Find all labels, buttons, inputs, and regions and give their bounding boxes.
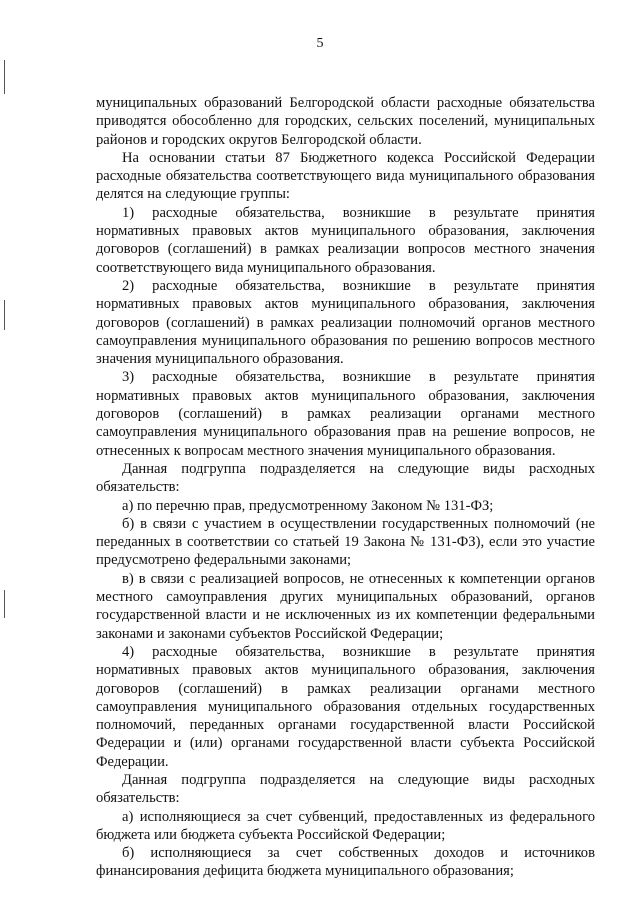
paragraph-continuation: муниципальных образований Белгородской области расходные обязательства приводятся обособленно для городских, сельских поселений, муниципальных районов и городских округов Белгородской области. bbox=[96, 95, 595, 148]
paragraph-item-a: а) по перечню прав, предусмотренному Законом № 131-ФЗ; bbox=[122, 497, 494, 514]
paragraph-subgroup-intro: Данная подгруппа подразделяется на следующие виды расходных обязательств: bbox=[96, 460, 595, 496]
paragraph-item-b-2: б) исполняющиеся за счет собственных доходов и источников финансирования дефицита бюджета муниципального образования; bbox=[96, 845, 595, 880]
paragraph-group-4: 4) расходные обязательства, возникшие в результате принятия нормативных правовых актов муниципального образования, заключения договоров (соглашений) в рамках реализации органами местного самоуправления муниципального образования отдельных государственных полномочий, переданных органами государственной власти Российской Федерации и (или) органами государственной власти субъекта Российской Федерации. bbox=[96, 643, 595, 770]
paragraph-item-b: б) в связи с участием в осуществлении государственных полномочий (не переданных в соответствии со статьей 19 Закона № 131-ФЗ), если это участие предусмотрено федеральными законами; bbox=[96, 515, 595, 569]
scan-edge-mark bbox=[4, 60, 5, 94]
page-number: 5 bbox=[316, 36, 324, 51]
paragraph-item-v: в) в связи с реализацией вопросов, не отнесенных к компетенции органов местного самоуправления других муниципальных образований, органов государственной власти и не исключенных из их компетенции федеральными законами и законами субъектов Российской Федерации; bbox=[96, 570, 595, 642]
paragraph-article-87: На основании статьи 87 Бюджетного кодекса Российской Федерации расходные обязательства соответствующего вида муниципального образования делятся на следующие группы: bbox=[96, 149, 595, 203]
document-body bbox=[96, 94, 595, 881]
paragraph-item-a-2: а) исполняющиеся за счет субвенций, предоставленных из федерального бюджета или бюджета субъекта Российской Федерации; bbox=[96, 808, 595, 843]
scan-edge-mark bbox=[4, 590, 5, 618]
paragraph-group-2: 2) расходные обязательства, возникшие в результате принятия нормативных правовых актов муниципального образования, заключения договоров (соглашений) в рамках реализации полномочий органов местного самоуправления муниципального образования по решению вопросов местного значения муниципального образования. bbox=[96, 277, 595, 368]
paragraph-subgroup-intro-2: Данная подгруппа подразделяется на следующие виды расходных обязательств: bbox=[96, 771, 595, 807]
paragraph-group-1: 1) расходные обязательства, возникшие в результате принятия нормативных правовых актов муниципального образования, заключения договоров (соглашений) в рамках реализации вопросов местного значения соответствующего вида муниципального образования. bbox=[96, 204, 595, 276]
paragraph-group-3: 3) расходные обязательства, возникшие в результате принятия нормативных правовых актов муниципального образования, заключения договоров (соглашений) в рамках реализации органами местного самоуправления муниципального образования прав на решение вопросов, не отнесенных к вопросам местного значения муниципального образования. bbox=[96, 369, 595, 459]
scan-edge-mark bbox=[4, 300, 5, 330]
